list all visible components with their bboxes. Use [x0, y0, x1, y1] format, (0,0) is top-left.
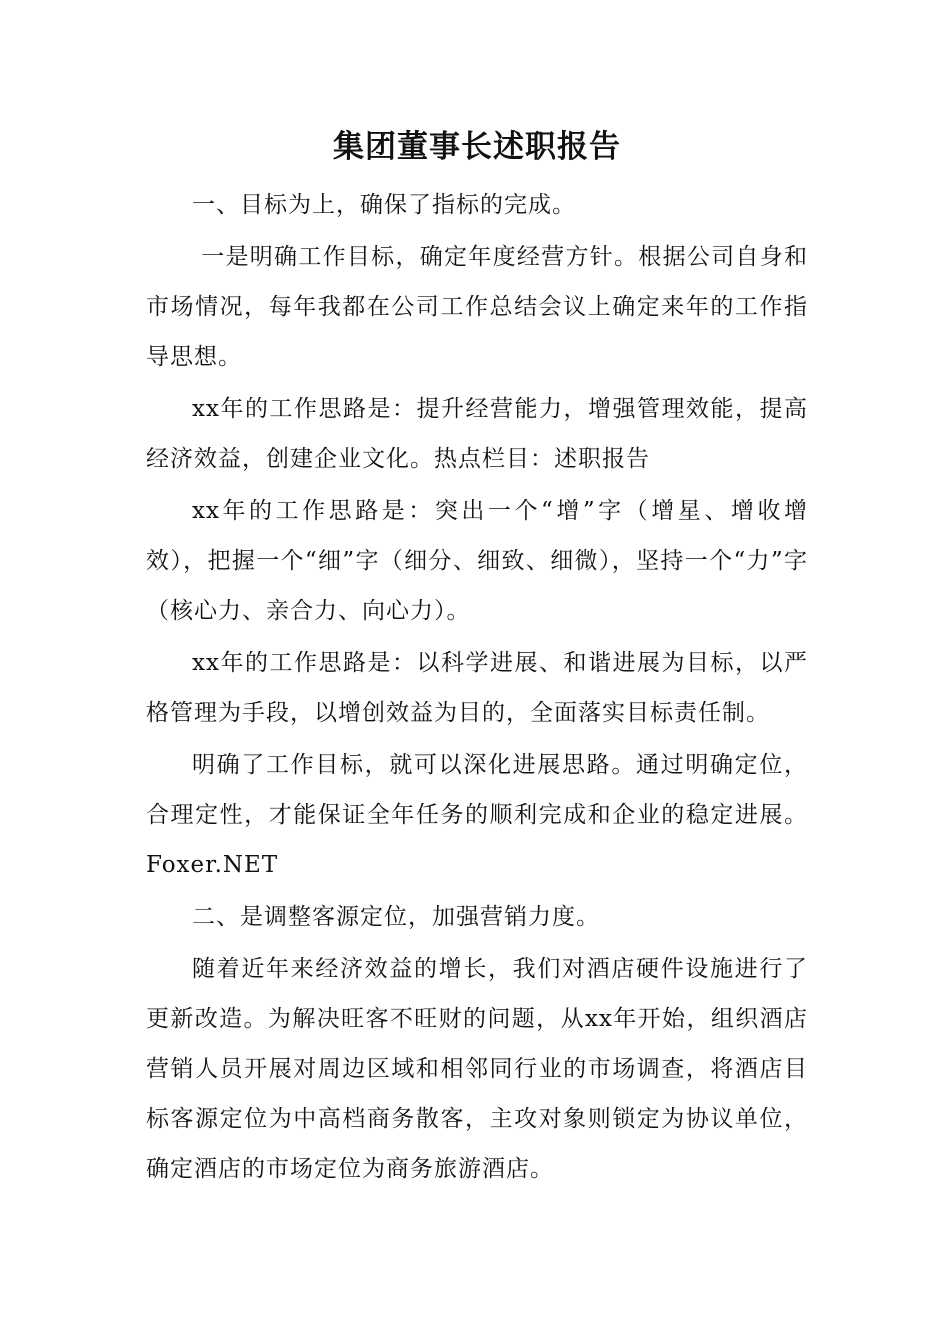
document-body: [146, 122, 808, 1196]
document-title: 集团董事长述职报告: [333, 129, 621, 165]
paragraph-summary: 明确了工作目标，就可以深化进展思路。通过明确定位，合理定性，才能保证全年任务的顺利完成和企业的稳定进展。Foxer.NET: [146, 752, 808, 878]
paragraph-plan-3: xx年的工作思路是：以科学进展、和谐进展为目标，以严格管理为手段，以增创效益为目的，全面落实目标责任制。: [146, 650, 808, 726]
section-heading-2: 二、是调整客源定位，加强营销力度。: [192, 904, 600, 930]
section-heading-1: 一、目标为上，确保了指标的完成。: [192, 192, 576, 218]
paragraph-marketing: 随着近年来经济效益的增长，我们对酒店硬件设施进行了更新改造。为解决旺客不旺财的问题，从xx年开始，组织酒店营销人员开展对周边区域和相邻同行业的市场调查，将酒店目标客源定位为中高档商务散客，主攻对象则锁定为协议单位，确定酒店的市场定位为商务旅游酒店。: [146, 956, 808, 1182]
paragraph-plan-1: xx年的工作思路是：提升经营能力，增强管理效能，提高经济效益，创建企业文化。热点栏目：述职报告: [146, 396, 808, 472]
paragraph-goal: 一是明确工作目标，确定年度经营方针。根据公司自身和市场情况，每年我都在公司工作总结会议上确定来年的工作指导思想。: [146, 244, 808, 370]
paragraph-plan-2: xx年的工作思路是：突出一个“增”字（增星、增收增效），把握一个“细”字（细分、细致、细微），坚持一个“力”字（核心力、亲合力、向心力）。: [146, 498, 808, 624]
